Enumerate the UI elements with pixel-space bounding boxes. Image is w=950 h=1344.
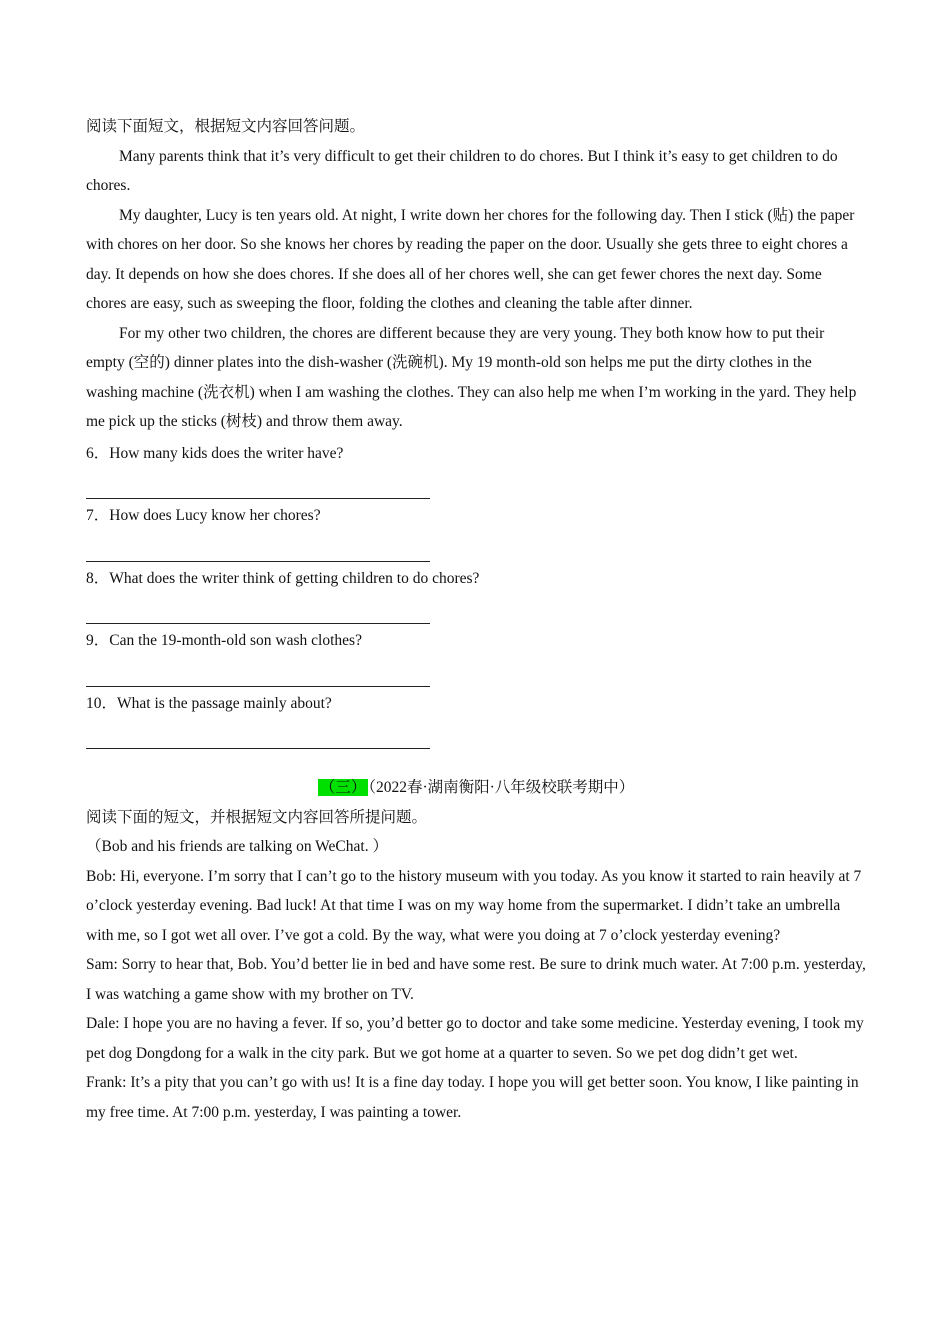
question-7: 7．How does Lucy know her chores? [86,507,321,524]
dialog-frank: Frank: It’s a pity that you can’t go with us! It is a fine day today. I hope you will get better soon. You know, I like painting in my free time. At 7:00 p.m. yesterday, I was painting a tower. [86,1074,859,1121]
answer-line-9[interactable] [86,656,430,687]
section-heading [86,773,866,803]
answer-line-10[interactable] [86,718,430,749]
answer-line-6[interactable] [86,468,430,499]
paragraph-1: Many parents think that it’s very difficult to get their children to do chores. But I think it’s easy to get children to do chores. [86,147,838,194]
instruction-1: 阅读下面短文，根据短文内容回答问题。 [86,118,366,135]
section-tag: （三） [319,779,367,796]
answer-line-7[interactable] [86,531,430,562]
question-6: 6．How many kids does the writer have? [86,444,344,462]
dialog-dale: Dale: I hope you are no having a fever. If so, you’d better go to doctor and take some medicine. Yesterday evening, I took my pet dog Dongdong for a walk in the city park. But we got home at a quarter to seven. So we pet dog didn’t get wet. [86,1015,864,1062]
paragraph-2: My daughter, Lucy is ten years old. At night, I write down her chores for the following day. Then I stick (贴) the paper with chores on her door. So she knows her chores by reading the paper on the door. Usually she gets three to eight chores a day. It depends on how she does chores. If she does all of her chores well, she can get fewer chores the next day. Some chores are easy, such as sweeping the floor, folding the clothes and cleaning the table after dinner. [86,206,855,312]
section-source: （2022春·湖南衡阳·八年级校联考期中） [368,779,635,796]
instruction-2: 阅读下面的短文，并根据短文内容回答所提问题。 [86,808,428,826]
dialog [86,862,866,1128]
question-10: 10．What is the passage mainly about? [86,694,332,712]
context-line: （Bob and his friends are talking on WeChat. ） [86,838,388,855]
dialog-bob: Bob: Hi, everyone. I’m sorry that I can’t go to the history museum with you today. As you know it started to rain heavily at 7 o’clock yesterday evening. Bad luck! At that time I was on my way home from the supermarket. I didn’t take an umbrella with me, so I got wet all over. I’ve got a cold. By the way, what were you doing at 7 o’clock yesterday evening? [86,867,862,944]
answer-line-8[interactable] [86,593,430,624]
question-9: 9．Can the 19-month-old son wash clothes? [86,632,362,649]
question-8: 8．What does the writer think of getting children to do chores? [86,569,480,587]
paragraph-3: For my other two children, the chores are different because they are very young. They both know how to put their empty (空的) dinner plates into the dish-washer (洗碗机). My 19 month-old son helps me put the dirty clothes in the washing machine (洗衣机) when I am washing the clothes. They can also help me when I’m working in the yard. They help me pick up the sticks (树枝) and throw them away. [86,324,857,430]
dialog-sam: Sam: Sorry to hear that, Bob. You’d better lie in bed and have some rest. Be sure to drink much water. At 7:00 p.m. yesterday, I was watching a game show with my brother on TV. [86,956,866,1003]
document-page [86,112,866,1127]
